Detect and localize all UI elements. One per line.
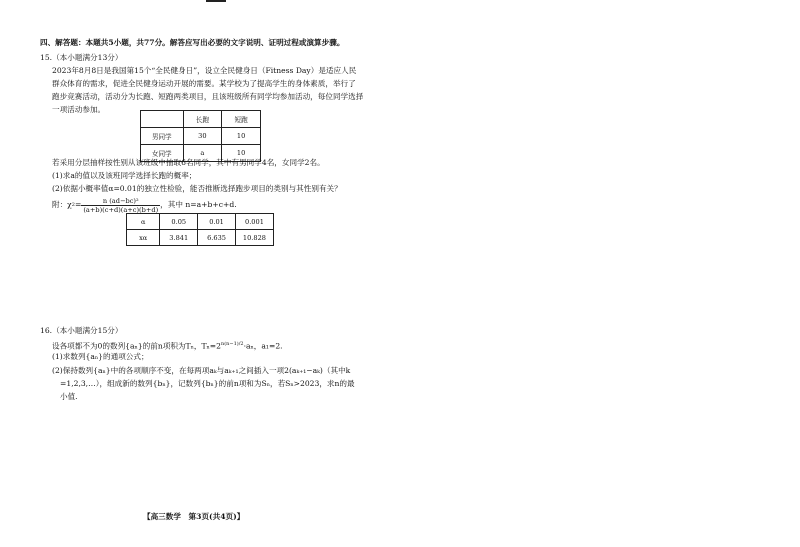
q15-number: 15.（本小题满分13分）	[40, 53, 123, 62]
table-cell: 10	[222, 128, 261, 145]
q16-sub2-line3: 小值.	[60, 392, 78, 401]
q16-sub1: (1)求数列{aₙ}的通项公式；	[52, 352, 149, 361]
table-cell: 10.828	[235, 230, 273, 246]
q15-sub1: (1)求a的值以及该班同学选择长跑的概率；	[52, 171, 197, 180]
table-cell: xα	[127, 230, 160, 246]
table-cell	[141, 111, 184, 128]
q15-para1: 2023年8月8日是我国第15个“全民健身日”，设立全民健身日（Fitness Day）是适应人民	[52, 66, 357, 75]
table-cell: 30	[183, 128, 222, 145]
q16-sub2-line1: (2)保持数列{aₙ}中的各项顺序不变，在每两项aₖ与aₖ₊₁之间插入一项2(aₖ₊₁−aₖ)（其中k	[52, 366, 351, 375]
table-cell: 0.01	[198, 214, 236, 230]
q15-para4: 一项活动参加。	[52, 105, 106, 114]
q15-sub2: (2)依据小概率值α=0.01的独立性检验，能否推断选择跑步项目的类别与其性别有关？	[52, 184, 342, 193]
top-rule	[206, 0, 226, 2]
q16-line1-sup: n(n−1)/2	[221, 341, 244, 347]
table-cell: 6.635	[198, 230, 236, 246]
formula-sup: 2	[71, 202, 75, 208]
table-cell: α	[127, 214, 160, 230]
q15-para5: 若采用分层抽样按性别从该班级中抽取6名同学，其中有男同学4名，女同学2名。	[52, 158, 325, 167]
q15-table-2	[126, 213, 274, 246]
table-cell: 女同学	[141, 145, 184, 162]
table-cell: 0.001	[235, 214, 273, 230]
table-row	[141, 128, 261, 145]
q16-line1-b: ·aₙ，a₁=2.	[243, 341, 283, 351]
table-row	[127, 214, 274, 230]
q15-para2: 群众体育的需求，促进全民健身运动开展的需要。某学校为了提高学生的身体素质，举行了	[52, 79, 356, 88]
q16-line1-a: 设各项都不为0的数列{aₙ}的前n项积为Tₙ，Tₙ=2	[52, 341, 221, 351]
q16-number: 16.（本小题满分15分）	[40, 326, 123, 335]
table-cell: 3.841	[160, 230, 198, 246]
table-cell: 短跑	[222, 111, 261, 128]
formula-denominator: (a+b)(c+d)(a+c)(b+d)	[83, 205, 159, 214]
table-cell: 男同学	[141, 128, 184, 145]
table-row	[127, 230, 274, 246]
q16-line1	[52, 339, 283, 352]
formula-prefix: 附：χ	[52, 200, 72, 209]
table-cell: 长跑	[183, 111, 222, 128]
table-cell: a	[183, 145, 222, 162]
formula-eq: =	[74, 200, 82, 209]
table-row	[141, 111, 261, 128]
q16-sub2-line2: =1,2,3,…），组成新的数列{bₙ}，记数列{bₙ}的前n项和为Sₙ，若Sₙ>2023，求n的最	[60, 379, 355, 388]
section-header: 四、解答题：本题共5小题，共77分。解答应写出必要的文字说明、证明过程或演算步骤。	[40, 38, 345, 47]
q15-para3: 跑步竞赛活动，活动分为长跑、短跑两类项目，且该班级所有同学均参加活动，每位同学选择	[52, 92, 364, 101]
q15-formula	[52, 195, 237, 215]
q15-table-1	[140, 110, 261, 162]
formula-numerator: n (ad−bc)²	[81, 197, 160, 206]
page-footer: 【高三数学 第3页(共4页)】	[143, 512, 245, 521]
table-cell: 10	[222, 145, 261, 162]
formula-fraction	[81, 197, 160, 214]
table-cell: 0.05	[160, 214, 198, 230]
formula-suffix: ，其中 n=a+b+c+d.	[160, 200, 237, 209]
